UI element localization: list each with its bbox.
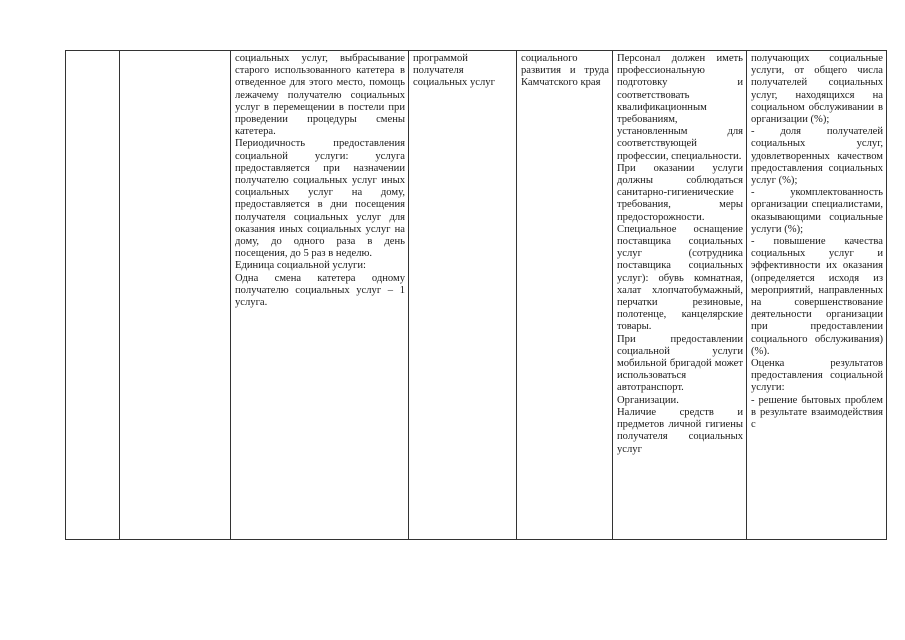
table-column-indicators <box>747 51 886 539</box>
indicators-paragraph: - повышение качества социальных услуг и эффективности их оказания (определяется исходя из мероприятий, направленных на совершенствование деятельности организации при предоставлении социального обслуживания) (%). <box>751 236 883 357</box>
table-column-conditions <box>613 51 747 539</box>
conditions-paragraph: При оказании услуги должны соблюдаться санитарно-гигиенические требования, меры предосторожности. <box>617 162 743 223</box>
description-paragraph: социальных услуг, выбрасывание старого использованного катетера в отведенное для этого место, помощь лежачему получателю социальных услуг в перемещении в постели при проведении процедуры смены катетера. <box>235 53 405 138</box>
table-column-service-name <box>120 51 231 539</box>
indicators-paragraph: - решение бытовых проблем в результате взаимодействия с <box>751 394 883 431</box>
services-table <box>65 50 887 540</box>
indicators-paragraph: получающих социальные услуги, от общего числа получателей социальных услуг, находящихся на социальном обслуживании в организации (%); <box>751 53 883 126</box>
conditions-paragraph: При предоставлении социальной услуги мобильной бригадой может использоваться автотранспорт. <box>617 333 743 394</box>
indicators-paragraph: Оценка результатов предоставления социальной услуги: <box>751 358 883 394</box>
indicators-paragraph: - укомплектованность организации специалистами, оказывающими социальные услуги (%); <box>751 187 883 235</box>
conditions-paragraph: Персонал должен иметь профессиональную подготовку и соответствовать квалификационным требованиям, установленным для соответствующей профессии, специальности. <box>617 53 743 162</box>
normative-text: социального развития и труда Камчатского края <box>521 53 609 89</box>
conditions-paragraph: Специальное оснащение поставщика социальных услуг (сотрудника поставщика социальных услуг): обувь комнатная, халат хлопчатобумажный, перчатки резиновые, полотенце, канцелярские товары. <box>617 223 743 333</box>
description-paragraph: Единица социальной услуги: <box>235 260 366 272</box>
indicators-paragraph: - доля получателей социальных услуг, удовлетворенных качеством предоставления социальных услуг (%); <box>751 126 883 187</box>
table-column-terms <box>409 51 517 539</box>
terms-text: программой получателя социальных услуг <box>413 53 495 89</box>
table-column-normative <box>517 51 613 539</box>
conditions-paragraph: Организации. <box>617 394 679 406</box>
table-column-description <box>231 51 409 539</box>
conditions-paragraph: Наличие средств и предметов личной гигиены получателя социальных услуг <box>617 406 743 455</box>
description-paragraph: Периодичность предоставления социальной услуги: услуга предоставляется при назначении получателю социальных услуг иных социальных услуг на дому, предоставляется в дни посещения получателя социальных услуг для оказания иных социальных услуг на дому, до одного раза в день посещения, до 5 раз в неделю. <box>235 138 405 260</box>
table-column-number <box>66 51 120 539</box>
description-paragraph: Одна смена катетера одному получателю социальных услуг – 1 услуга. <box>235 272 405 309</box>
